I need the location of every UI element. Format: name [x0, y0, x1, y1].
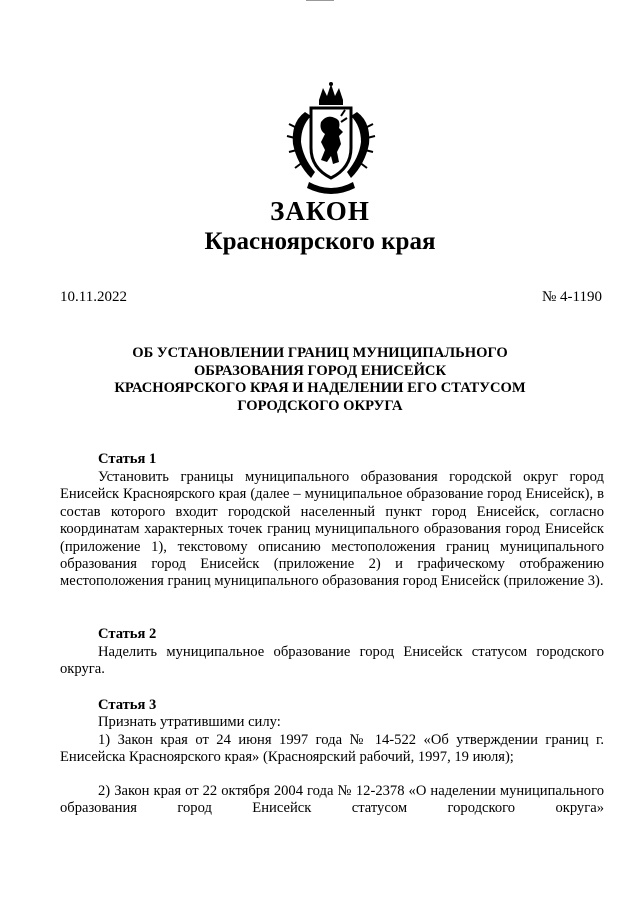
krasnoyarsk-coat-of-arms-icon [283, 82, 379, 198]
law-heading [90, 345, 550, 415]
article-3-title: Статья 3 [98, 697, 157, 713]
document-title: ЗАКОН [270, 196, 370, 226]
article-1-text: Установить границы муниципального образования городской округ город Енисейск Красноярского края (далее – муниципальное образование город Енисейск), в состав которого входит городской населенный пункт город Енисейск, согласно координатам характерных точек границ муниципального образования город Енисейск (приложение 1), текстовому описанию местоположения границ муниципального образования город Енисейск (приложение 2) и графическому отображению местоположения границ муниципального образования город Енисейск (приложение 3). [60, 469, 604, 590]
article-3-intro: Признать утратившими силу: [98, 714, 281, 730]
heading-line: ОБРАЗОВАНИЯ ГОРОД ЕНИСЕЙСК [193, 362, 447, 379]
document-subtitle: Красноярского края [204, 228, 436, 255]
scan-mark [306, 0, 334, 1]
document-date: 10.11.2022 [60, 289, 127, 305]
heading-line: КРАСНОЯРСКОГО КРАЯ И НАДЕЛЕНИИ ЕГО СТАТУСОМ [114, 380, 526, 396]
document-number: № 4-1190 [542, 289, 602, 305]
heading-line: ОБ УСТАНОВЛЕНИИ ГРАНИЦ МУНИЦИПАЛЬНОГО [132, 345, 508, 361]
article-3-item-1: 1) Закон края от 24 июня 1997 года № 14-522 «Об утверждении границ г. Енисейска Красноярского края» (Красноярский рабочий, 1997, 19 июля); [60, 732, 604, 766]
article-2-title: Статья 2 [98, 626, 157, 642]
article-2-text: Наделить муниципальное образование город Енисейск статусом городского округа. [60, 644, 604, 678]
article-3-item-2: 2) Закон края от 22 октября 2004 года № 12-2378 «О наделении муниципального образования город Енисейск статусом городского округа» [60, 783, 604, 817]
article-1-title: Статья 1 [98, 451, 157, 467]
heading-line: ГОРОДСКОГО ОКРУГА [237, 397, 403, 414]
